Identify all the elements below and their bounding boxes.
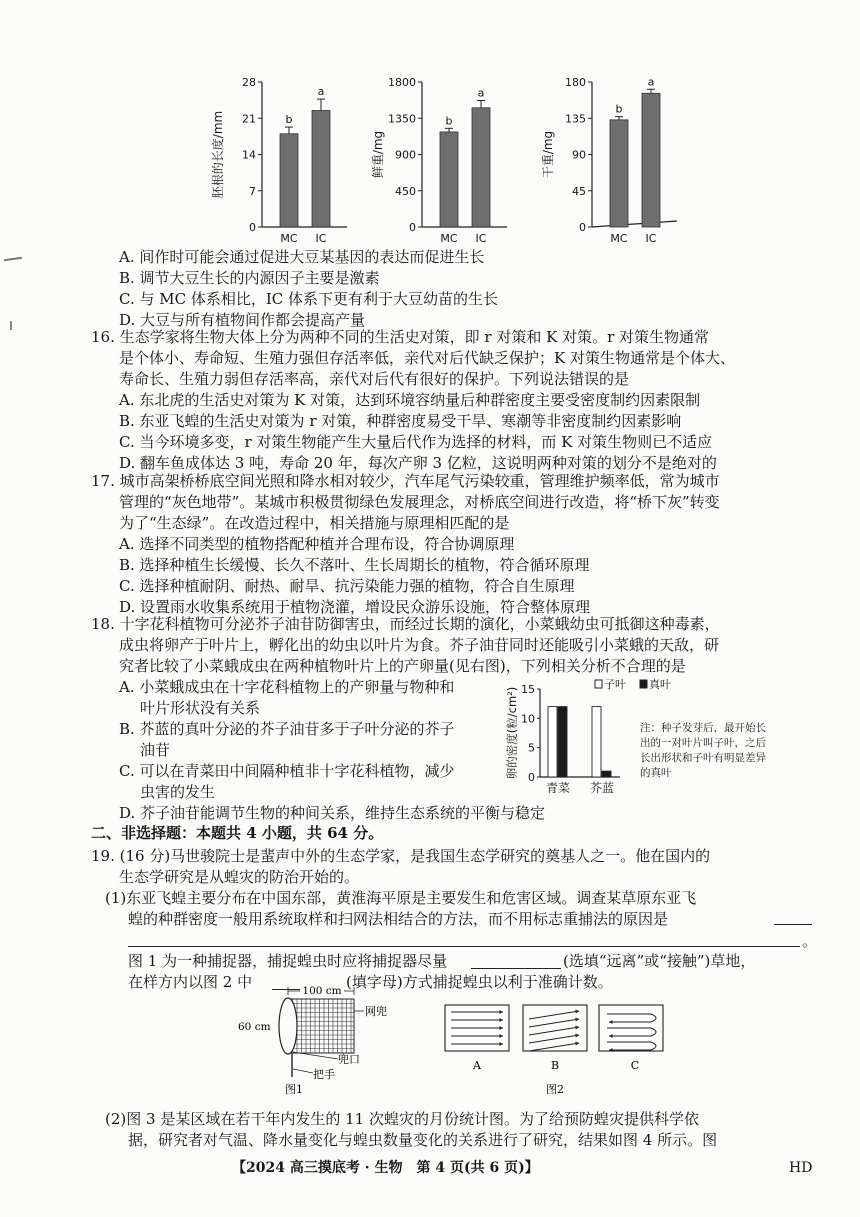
arrow-head bbox=[499, 1042, 503, 1046]
y-tick-label: 10 bbox=[521, 712, 535, 726]
significance-letter: b bbox=[285, 113, 293, 127]
q19-part1: 图 1 为一种捕捉器，捕捉蝗虫时应将捕捉器尽量 bbox=[128, 952, 448, 970]
chart-note: 出的一对叶片叫子叶，之后 bbox=[640, 737, 766, 749]
callout-line bbox=[293, 1069, 313, 1073]
y-tick-label: 90 bbox=[572, 148, 586, 162]
legend-label: 真叶 bbox=[649, 678, 671, 691]
sweep-loop bbox=[607, 1042, 656, 1050]
net-label: 网兜 bbox=[365, 1005, 387, 1018]
q18-stem: 成虫将卵产于叶片上，孵化出的幼虫以叶片为食。芥子油苷同时还能吸引小菜蛾的天敌，研 bbox=[119, 636, 720, 654]
q18-option: D. 芥子油苷能调节生物的种间关系，维持生态系统的平衡与稳定 bbox=[119, 804, 546, 822]
x-tick-label: MC bbox=[280, 232, 298, 245]
y-tick-label: 15 bbox=[521, 683, 535, 696]
q19-part1: (1)东亚飞蝗主要分布在中国东部，黄淮海平原是主要发生和危害区域。调查某草原东亚飞 bbox=[105, 889, 697, 907]
page-footer: 【2024 高三摸底考 · 生物 第 4 页(共 6 页)】 bbox=[232, 1160, 539, 1176]
mouth-label: 兜口 bbox=[338, 1053, 360, 1066]
scan-mark bbox=[10, 321, 12, 330]
y-tick-label: 14 bbox=[242, 148, 256, 162]
bar-mc bbox=[280, 134, 298, 227]
significance-letter: a bbox=[317, 85, 325, 99]
bar-子叶-芥蓝 bbox=[592, 707, 601, 777]
q16-stem: 是个体小、寿命短、生殖力强但存活率低，亲代对后代缺乏保护；K 对策生物通常是个体大、 bbox=[119, 349, 735, 367]
x-tick-label: MC bbox=[440, 232, 458, 245]
q16-option: A. 东北虎的生活史对策为 K 对策，达到环境容纳量后种群密度主要受密度制约因素限制 bbox=[119, 391, 701, 409]
q18-option: 油苷 bbox=[140, 741, 171, 759]
legend-swatch-cotyledon bbox=[595, 680, 602, 688]
q19-part1: 在样方内以图 2 中 bbox=[128, 973, 253, 991]
y-tick-label: 0 bbox=[409, 221, 416, 234]
x-tick-label: IC bbox=[315, 232, 327, 245]
arrow-head bbox=[499, 1026, 503, 1030]
figure-2-caption: 图2 bbox=[546, 1083, 564, 1096]
arrow-head bbox=[609, 1020, 613, 1024]
q17-option: C. 选择种植耐阴、耐热、耐旱、抗污染能力强的植物，符合自生原理 bbox=[119, 577, 575, 595]
y-tick-label: 45 bbox=[572, 184, 586, 198]
chart-fresh-weight bbox=[370, 76, 507, 245]
bar-ic bbox=[642, 93, 660, 227]
q16-option: C. 当今环境多变，r 对策生物能产生大量后代作为选择的材料，而 K 对策生物则已不适应 bbox=[119, 433, 713, 451]
handle-label: 把手 bbox=[313, 1068, 335, 1081]
bar-真叶-芥蓝 bbox=[602, 771, 611, 777]
q19-part2: 据，研究者对气温、降水量变化与蝗虫数量变化的关系进行了研究，结果如图 4 所示。图 bbox=[128, 1131, 718, 1149]
y-axis-label: 鲜重/mg bbox=[371, 130, 385, 179]
x-tick-label: IC bbox=[475, 232, 487, 245]
figure-1-2 bbox=[230, 985, 700, 1097]
y-tick-label: 1800 bbox=[388, 76, 416, 89]
y-tick-label: 0 bbox=[528, 771, 535, 784]
y-tick-label: 0 bbox=[579, 221, 586, 234]
net-mouth bbox=[279, 998, 297, 1054]
chart-dry-weight bbox=[540, 75, 677, 245]
sweep-arrow bbox=[529, 1011, 579, 1019]
chart-root-length bbox=[210, 76, 347, 245]
significance-letter: b bbox=[615, 102, 623, 116]
q19-part1: 蝗的种群密度一般用系统取样和扫网法相结合的方法，而不用标志重捕法的原因是 bbox=[128, 910, 669, 928]
q18-stem: 究者比较了小菜蛾成虫在两种植物叶片上的产卵量(见右图)，下列相关分析不合理的是 bbox=[119, 657, 686, 675]
y-tick-label: 900 bbox=[395, 148, 416, 162]
q15-option: C. 与 MC 体系相比，IC 体系下更有利于大豆幼苗的生长 bbox=[119, 290, 499, 308]
chart-note: 的真叶 bbox=[640, 767, 672, 779]
y-tick-label: 180 bbox=[565, 76, 586, 89]
answer-blank[interactable] bbox=[774, 924, 812, 925]
q18-option: B. 芥蓝的真叶分泌的芥子油苷多于子叶分泌的芥子 bbox=[119, 720, 455, 738]
width-label: 100 cm bbox=[302, 985, 342, 997]
q18-option: C. 可以在青菜田中间隔种植非十字花科植物，减少 bbox=[119, 762, 455, 780]
q15-option: D. 大豆与所有植物间作都会提高产量 bbox=[119, 311, 366, 329]
sweep-arrow bbox=[529, 1027, 579, 1035]
arrow-head bbox=[609, 1034, 613, 1038]
q16-option: B. 东亚飞蝗的生活史对策为 r 对策，种群密度易受干旱、寒潮等非密度制约因素影响 bbox=[119, 412, 682, 430]
sweep-loop bbox=[607, 1014, 656, 1022]
arrow-head bbox=[499, 1034, 503, 1038]
arrow-head bbox=[499, 1018, 503, 1022]
chart-note: 长出形状和子叶有明显差异 bbox=[640, 752, 766, 764]
q16-stem: 寿命长、生殖力弱但存活率高，亲代对后代有很好的保护。下列说法错误的是 bbox=[119, 370, 630, 388]
plot-letter: B bbox=[550, 1059, 560, 1072]
y-tick-label: 5 bbox=[528, 741, 535, 755]
q15-option: B. 调节大豆生长的内源因子主要是激素 bbox=[119, 269, 380, 287]
y-tick-label: 450 bbox=[395, 184, 416, 198]
q19-part1: (选填“远离”或“接触”)草地， bbox=[563, 952, 756, 970]
q17-option: D. 设置雨水收集系统用于植物浇灌，增设民众游乐设施，符合整体原理 bbox=[119, 598, 591, 616]
bar-ic bbox=[472, 108, 490, 227]
sweep-loop bbox=[607, 1028, 656, 1036]
q19-period: 。 bbox=[802, 932, 818, 950]
top-charts bbox=[200, 72, 710, 248]
q18-stem: 18. 十字花科植物可分泌芥子油苷防御害虫，而经过长期的演化，小菜蛾幼虫可抵御这种毒素， bbox=[91, 615, 720, 633]
chart-note: 注：种子发芽后，最开始长 bbox=[640, 722, 766, 734]
q19-intro: 生态学研究是从蝗灾的防治开始的。 bbox=[119, 868, 360, 886]
plot-letter: A bbox=[473, 1059, 481, 1072]
y-axis-label: 卵的密度(粒/cm²) bbox=[505, 686, 519, 780]
x-tick-label: 芥蓝 bbox=[589, 781, 615, 795]
q16-option: D. 翻车鱼成体达 3 吨，寿命 20 年，每次产卵 3 亿粒，这说明两种对策的划分不是绝对的 bbox=[119, 454, 717, 472]
bar-子叶-青菜 bbox=[548, 707, 557, 777]
arrow-head bbox=[499, 1010, 503, 1014]
q17-option: B. 选择种植生长缓慢、长久不落叶、生长周期长的植物，符合循环原理 bbox=[119, 556, 590, 574]
egg-density-chart bbox=[500, 677, 840, 802]
q19-part2: (2)图 3 是某区域在若干年内发生的 11 次蝗灾的月份统计图。为了给预防蝗灾提供科学依 bbox=[105, 1110, 699, 1128]
legend-label: 子叶 bbox=[604, 678, 626, 691]
x-axis bbox=[592, 221, 677, 227]
y-tick-label: 135 bbox=[565, 112, 586, 126]
q16-stem: 16. 生态学家将生物大体上分为两种不同的生活史对策，即 r 对策和 K 对策。r 对策生物通常 bbox=[91, 328, 710, 346]
bar-ic bbox=[312, 110, 330, 227]
answer-blank-distance[interactable] bbox=[471, 968, 561, 969]
q18-option: 叶片形状没有关系 bbox=[140, 699, 261, 717]
sweep-arrow bbox=[529, 1019, 579, 1027]
y-axis-label: 胚根的长度/mm bbox=[211, 110, 225, 199]
q17-stem: 17. 城市高架桥桥底空间光照和降水相对较少，汽车尾气污染较重，管理维护频率低，常为城市 bbox=[91, 472, 720, 490]
legend-swatch-true-leaf bbox=[640, 680, 647, 688]
significance-letter: a bbox=[647, 75, 655, 89]
plot-letter: C bbox=[630, 1059, 640, 1072]
y-tick-label: 0 bbox=[249, 221, 256, 234]
sweep-arrow bbox=[529, 1043, 579, 1051]
scan-mark bbox=[4, 257, 22, 261]
q18-option: A. 小菜蛾成虫在十字花科植物上的产卵量与物种和 bbox=[119, 678, 455, 696]
bar-mc bbox=[610, 120, 628, 227]
height-label: 60 cm bbox=[238, 1021, 271, 1033]
y-tick-label: 7 bbox=[249, 184, 256, 198]
section-2-title: 二、非选择题：本题共 4 小题，共 64 分。 bbox=[91, 824, 384, 842]
bar-mc bbox=[440, 132, 458, 227]
y-tick-label: 1350 bbox=[388, 112, 416, 126]
q17-option: A. 选择不同类型的植物搭配种植并合理布设，符合协调原理 bbox=[119, 535, 515, 553]
q15-option: A. 间作时可能会通过促进大豆某基因的表达而促进生长 bbox=[119, 248, 485, 266]
footer-code: HD bbox=[789, 1160, 813, 1176]
q19-part1: (填字母)方式捕捉蝗虫以利于准确计数。 bbox=[346, 973, 613, 991]
q19-intro: 19. (16 分)马世骏院士是蜚声中外的生态学家，是我国生态学研究的奠基人之一。他在国内的 bbox=[91, 847, 711, 865]
y-tick-label: 21 bbox=[242, 112, 256, 126]
q17-stem: 管理的“灰色地带”。某城市积极贯彻绿色发展理念，对桥底空间进行改造，将“桥下灰”转变 bbox=[119, 493, 720, 511]
y-axis-label: 干重/mg bbox=[541, 130, 555, 179]
answer-blank[interactable] bbox=[128, 946, 800, 947]
significance-letter: b bbox=[445, 114, 453, 128]
figure-1-caption: 图1 bbox=[285, 1083, 303, 1096]
q17-stem: 为了“生态绿”。在改造过程中，相关措施与原理相匹配的是 bbox=[119, 514, 510, 532]
x-tick-label: 青菜 bbox=[545, 781, 571, 795]
x-tick-label: MC bbox=[610, 232, 628, 245]
significance-letter: a bbox=[477, 86, 485, 100]
x-tick-label: IC bbox=[645, 232, 657, 245]
bar-真叶-青菜 bbox=[558, 707, 567, 777]
y-tick-label: 28 bbox=[242, 76, 256, 89]
sweep-arrow bbox=[529, 1035, 579, 1043]
q18-option: 虫害的发生 bbox=[140, 783, 216, 801]
